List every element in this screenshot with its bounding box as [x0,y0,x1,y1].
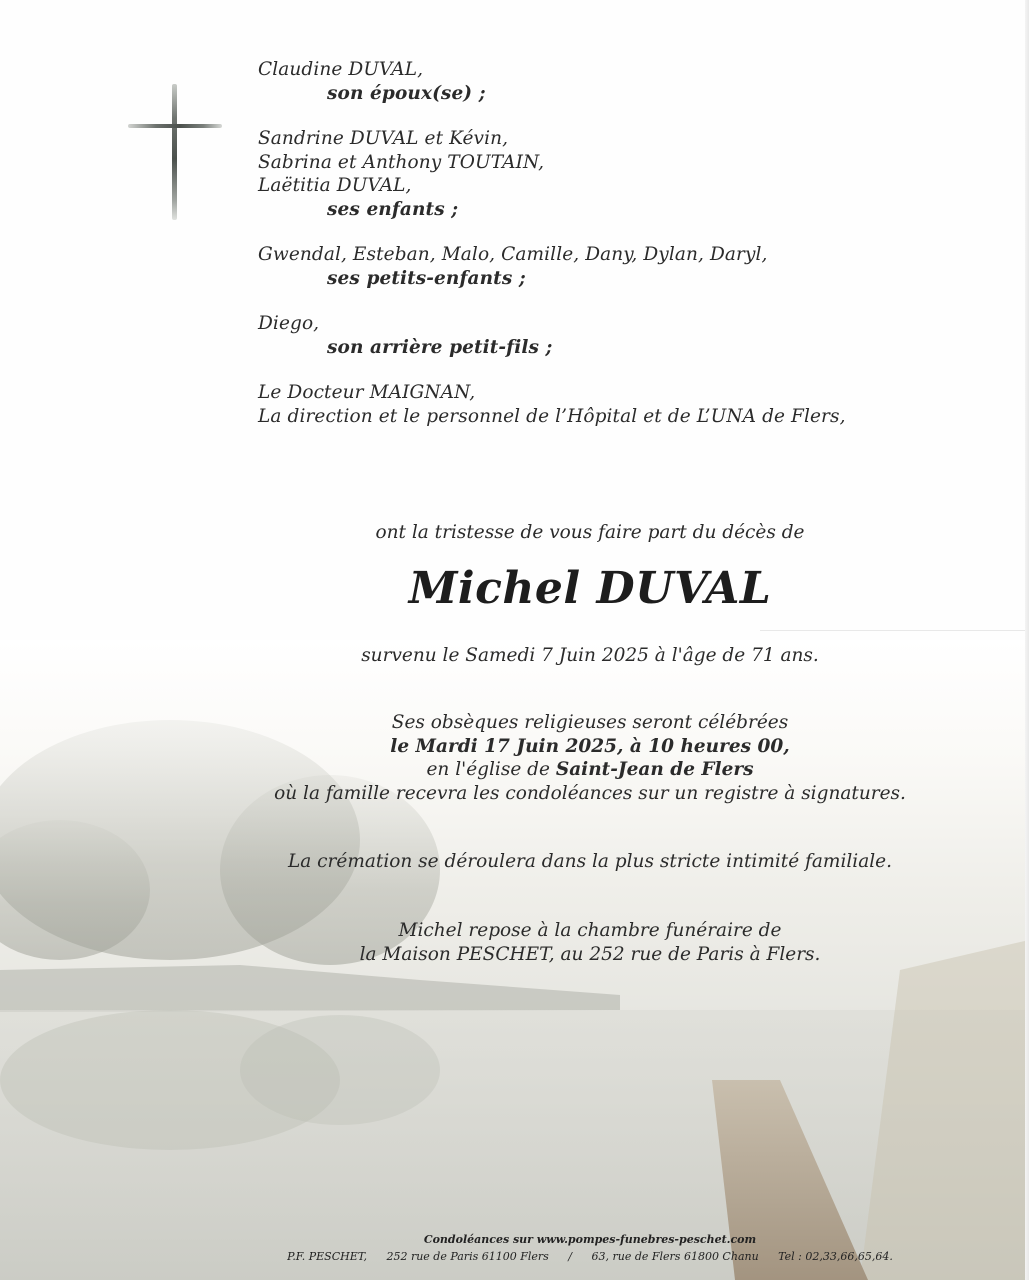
family-relation: ses petits-enfants ; [327,267,526,289]
funeral-date: le Mardi 17 Juin 2025, à 10 heures 00, [390,735,790,757]
footer-condolences: Condoléances sur www.pompes-funebres-peschet.com [423,1233,757,1246]
repose-details [200,919,980,966]
family-group-grandchildren [258,243,878,290]
repose-line: Michel repose à la chambre funéraire de [398,920,782,941]
family-name: Laëtitia DUVAL, [258,175,412,196]
footer-separator: / [568,1250,572,1263]
footer-company: P.F. PESCHET, [287,1250,367,1263]
family-group-spouse [258,58,878,105]
family-name: Gwendal, Esteban, Malo, Camille, Dany, Dylan, Daryl, [258,244,768,265]
cross-icon [128,84,222,224]
footer-address-chanu: 63, rue de Flers 61800 Chanu [591,1250,759,1263]
funeral-details [200,711,980,805]
death-date: survenu le Samedi 7 Juin 2025 à l'âge de 71 ans. [361,645,819,666]
fold-line [760,630,1029,631]
family-name: La direction et le personnel de l’Hôpital et de L’UNA de Flers, [258,405,846,427]
family-list [258,58,878,450]
funeral-line: Ses obsèques religieuses seront célébrées [391,712,789,733]
funeral-location [200,758,980,782]
announcement-intro: ont la tristesse de vous faire part du décès de [375,522,805,543]
family-name: Le Docteur MAIGNAN, [258,382,476,403]
footer-phone: Tel : 02,33,66,65,64. [778,1250,893,1263]
repose-line: la Maison PESCHET, au 252 rue de Paris à Flers. [359,943,821,965]
deceased-name: Michel DUVAL [408,563,772,614]
family-group-others [258,381,878,428]
family-relation: son arrière petit-fils ; [327,336,553,358]
cremation-note: La crémation se déroulera dans la plus stricte intimité familiale. [287,851,893,872]
family-name: Sabrina et Anthony TOUTAIN, [258,151,545,173]
family-group-great-grandchild [258,312,878,359]
family-name: Claudine DUVAL, [258,59,424,80]
footer-address-flers: 252 rue de Paris 61100 Flers [386,1250,549,1263]
family-name: Diego, [258,313,320,334]
church-name: Saint-Jean de Flers [555,759,754,780]
funeral-location-prefix: en l'église de [426,759,556,780]
family-relation: son époux(se) ; [327,82,486,104]
family-name: Sandrine DUVAL et Kévin, [258,128,509,149]
family-relation: ses enfants ; [327,198,459,220]
footer-contact [200,1248,980,1265]
page-edge [1025,0,1029,1280]
funeral-line: où la famille recevra les condoléances sur un registre à signatures. [274,782,906,804]
family-group-children [258,127,878,221]
